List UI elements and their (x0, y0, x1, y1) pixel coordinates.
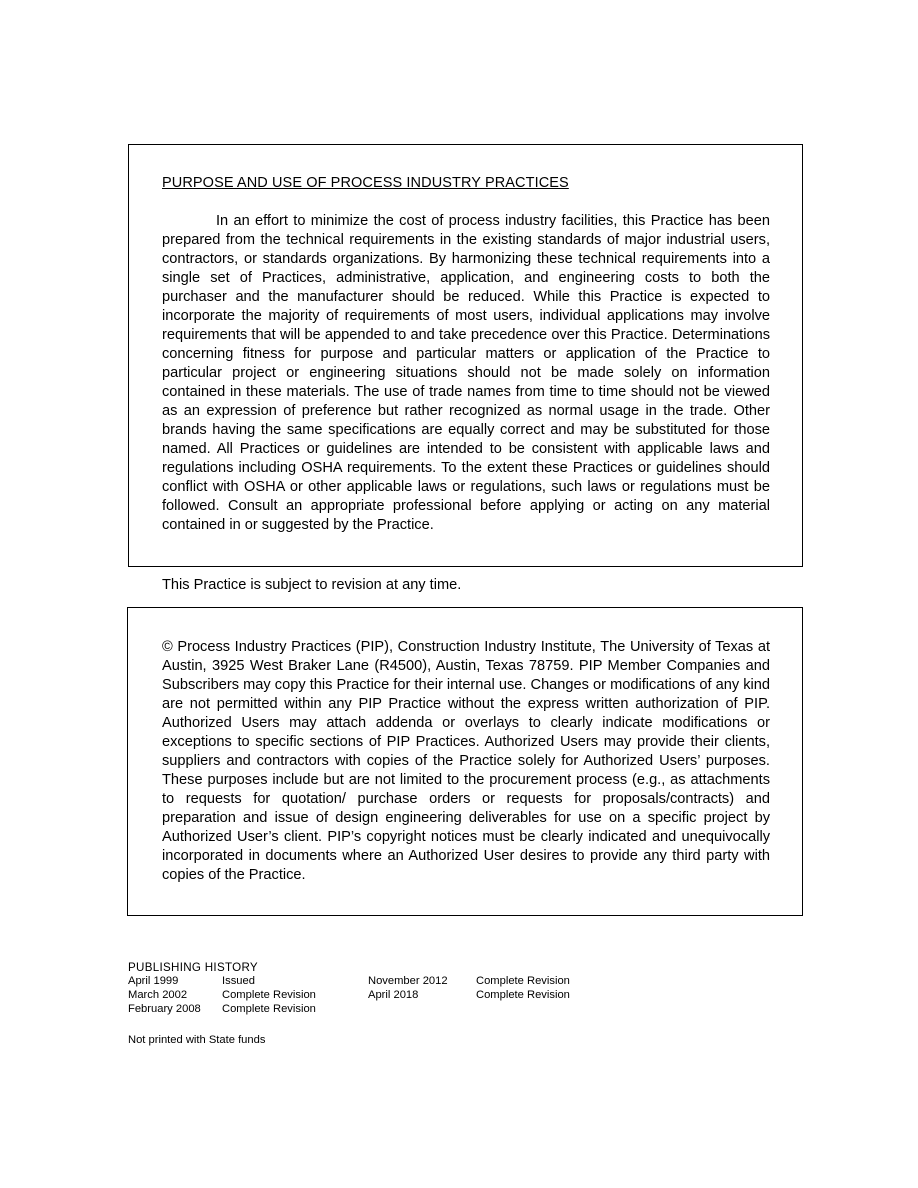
history-status: Complete Revision (222, 989, 316, 1001)
history-status: Complete Revision (222, 1003, 316, 1015)
publishing-history-title: PUBLISHING HISTORY (128, 961, 258, 974)
history-date: February 2008 (128, 1003, 201, 1015)
history-date: March 2002 (128, 989, 188, 1001)
history-date: April 2018 (368, 989, 419, 1001)
history-status: Complete Revision (476, 989, 570, 1001)
copyright-paragraph: © Process Industry Practices (PIP), Construction Industry Institute, The University of Texas at Austin, 3925 West Braker Lane (R4500), Austin, Texas 78759. PIP Member Companies and Subscribers may copy this Practice for their internal use. Changes or modifications of any kind are not permitted within any PIP Practice without the express written authorization of PIP. Authorized Users may attach addenda or overlays to clearly indicate modifications or exceptions to specific sections of PIP Practices. Authorized Users may provide their clients, suppliers and contractors with copies of the Practice solely for Authorized Users’ purposes. These purposes include but are not limited to the procurement process (e.g., as attachments to requests for quotation/ purchase orders or requests for proposals/contracts) and preparation and issue of design engineering deliverables for use on a specific project by Authorized User’s client. PIP’s copyright notices must be clearly indicated and unequivocally incorporated in documents where an Authorized User desires to provide any third party with copies of the Practice. (162, 639, 770, 883)
footer-note: Not printed with State funds (128, 1034, 266, 1046)
purpose-paragraph: In an effort to minimize the cost of process industry facilities, this Practice has been prepared from the technical requirements in the existing standards of major industrial users, contractors, or standards organizations. By harmonizing these technical requirements into a single set of Practices, administrative, application, and engineering costs to both the purchaser and the manufacturer should be reduced. While this Practice is expected to incorporate the majority of requirements of most users, individual applications may involve requirements that will be appended to and take precedence over this Practice. Determinations concerning fitness for purpose and particular matters or application of the Practice to particular project or engineering situations should not be made solely on information contained in these materials. The use of trade names from time to time should not be viewed as an expression of preference but rather recognized as normal usage in the trade. Other brands having the same specifications are equally correct and may be substituted for those named. All Practices or guidelines are intended to be consistent with applicable laws and regulations including OSHA requirements. To the extent these Practices or guidelines should conflict with OSHA or other applicable laws or regulations, such laws or regulations must be followed. Consult an appropriate professional before applying or acting on any material contained in or suggested by the Practice. (162, 213, 770, 533)
purpose-heading: PURPOSE AND USE OF PROCESS INDUSTRY PRACTICES (162, 175, 569, 191)
history-status: Complete Revision (476, 975, 570, 987)
revision-note: This Practice is subject to revision at any time. (162, 577, 462, 593)
history-date: November 2012 (368, 975, 448, 987)
history-date: April 1999 (128, 975, 179, 987)
history-status: Issued (222, 975, 255, 987)
